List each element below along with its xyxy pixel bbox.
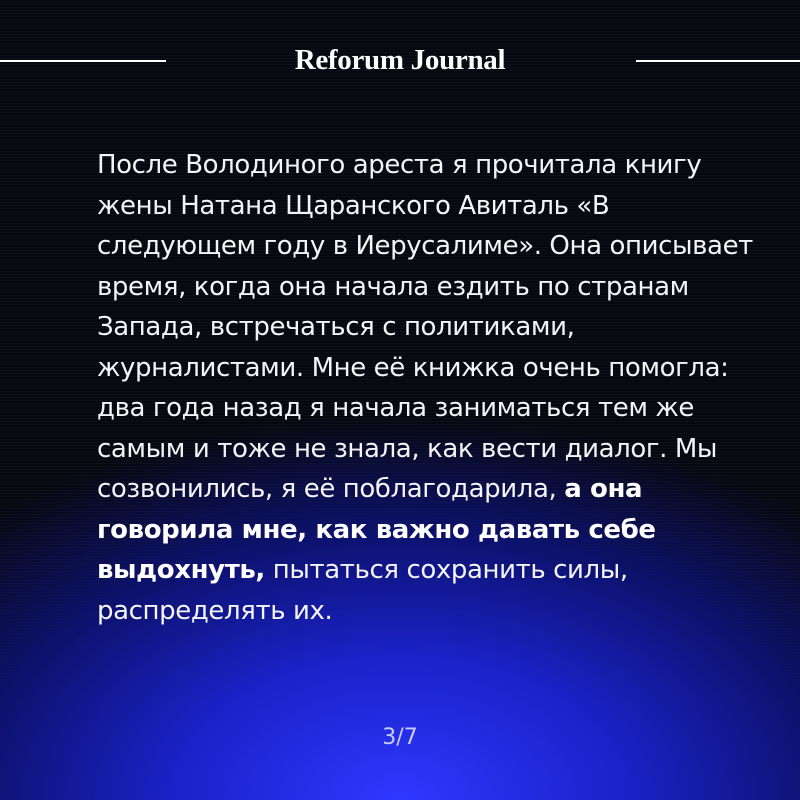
quote-intro: После Володиного ареста я прочитала книгу жены Натана Щаранского Авиталь «В следующем году в Иерусалиме». Она описывает время, когда она начала ездить по странам Запада, встречаться с политиками, журналистами. Мне её книжка очень помогла: два года назад я начала заниматься тем же самым и тоже не знала, как вести диалог. Мы созвонились, я её поблагодарила,: [97, 150, 753, 504]
quote-outro: пытаться сохранить силы, распределять их.: [97, 555, 628, 626]
header: [0, 38, 800, 82]
header-right-rule: [636, 60, 800, 62]
page-indicator: 3/7: [382, 725, 418, 750]
quote-text: [97, 145, 767, 631]
logo: Reforum Journal: [294, 44, 506, 76]
quote-emphasis: а она говорила мне, как важно давать себе выдохнуть,: [97, 474, 656, 585]
